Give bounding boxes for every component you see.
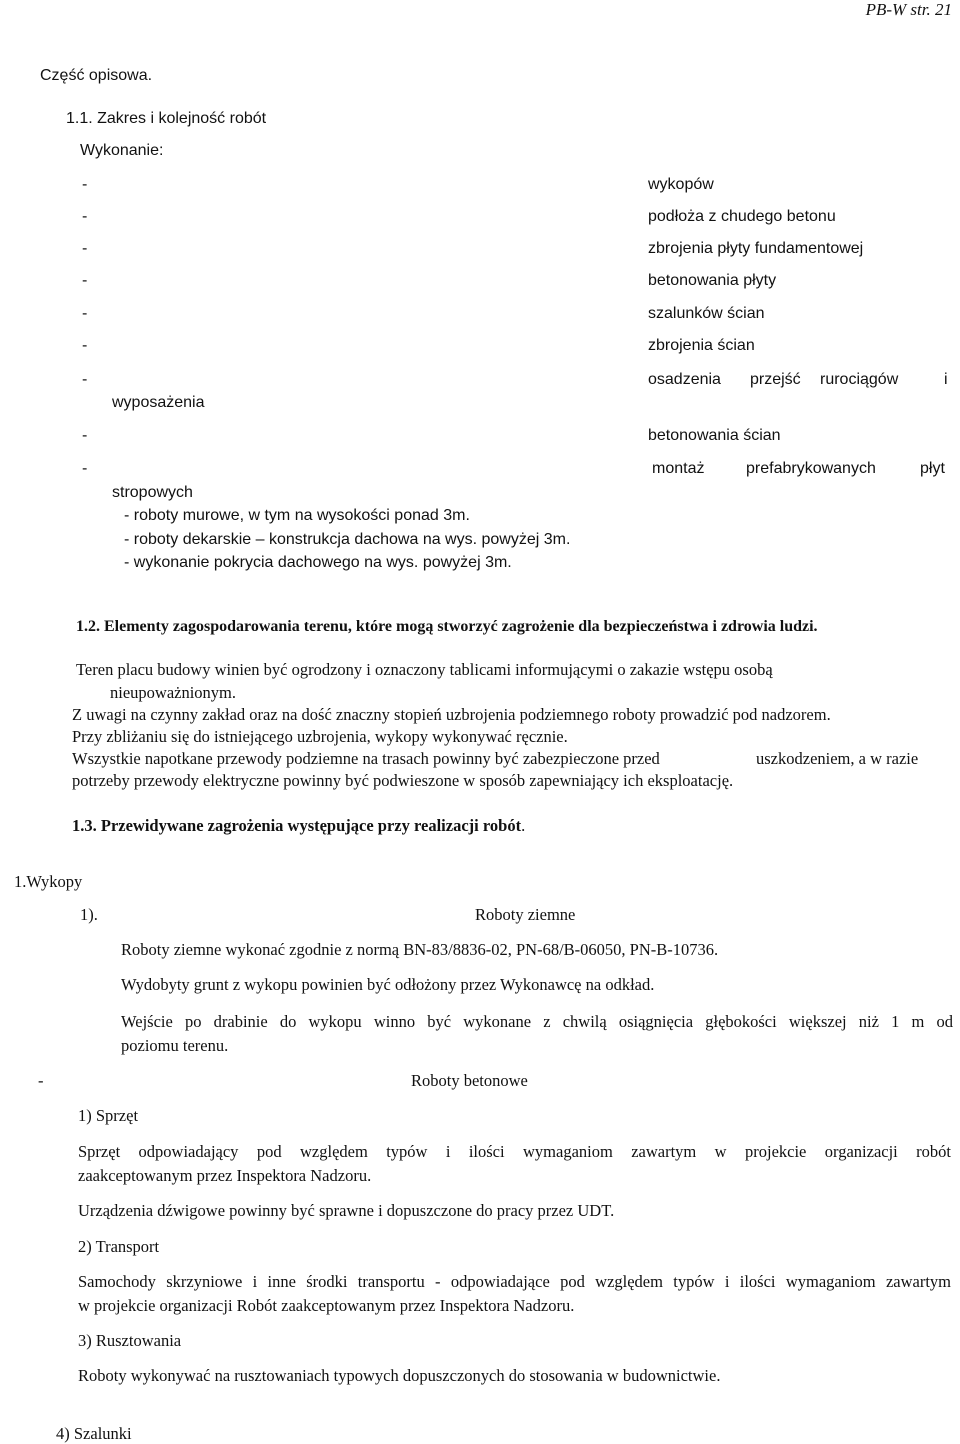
paragraph-continuation: w projekcie organizacji Robót zaakceptowanym przez Inspektora Nadzoru.: [78, 1296, 575, 1315]
paragraph: Teren placu budowy winien być ogrodzony i oznaczony tablicami informującymi o zakazie wstępu osobą: [76, 660, 773, 679]
subheading: 2) Transport: [78, 1237, 160, 1256]
list-item-word: i: [944, 371, 948, 388]
list-item-extra: - roboty murowe, w tym na wysokości ponad 3m.: [124, 507, 470, 524]
paragraph-fragment: uszkodzeniem, a w razie: [756, 749, 919, 768]
paragraph-continuation: nieupoważnionym.: [110, 683, 237, 702]
part-title: Część opisowa.: [40, 67, 153, 84]
list-dash: -: [82, 176, 88, 193]
list-item: zbrojenia ścian: [648, 337, 755, 354]
section-1-2-title: 1.2. Elementy zagospodarowania terenu, które mogą stworzyć zagrożenie dla bezpieczeństwa i zdrowia ludzi.: [76, 618, 818, 635]
list-item-continuation: wyposażenia: [112, 394, 205, 411]
list-item: podłoża z chudego betonu: [648, 208, 836, 225]
list-item-word: osadzenia: [648, 371, 721, 388]
paragraph: Roboty wykonywać na rusztowaniach typowych dopuszczonych do stosowania w budownictwie.: [78, 1366, 721, 1385]
list-item-word: rurociągów: [820, 371, 899, 388]
list-dash: -: [82, 460, 88, 477]
paragraph: Urządzenia dźwigowe powinny być sprawne i dopuszczone do pracy przez UDT.: [78, 1201, 615, 1220]
wykopy-heading: 1.Wykopy: [14, 872, 83, 891]
paragraph-continuation: zaakceptowanym przez Inspektora Nadzoru.: [78, 1166, 372, 1185]
paragraph: potrzeby przewody elektryczne powinny być podwieszone w sposób zapewniający ich eksploatację.: [72, 771, 734, 790]
list-item: zbrojenia płyty fundamentowej: [648, 240, 864, 257]
list-item-extra: - roboty dekarskie – konstrukcja dachowa na wys. powyżej 3m.: [124, 531, 571, 548]
list-item-continuation: stropowych: [112, 484, 193, 501]
paragraph: Roboty ziemne wykonać zgodnie z normą BN-83/8836-02, PN-68/B-06050, PN-B-10736.: [121, 940, 719, 959]
list-dash: -: [82, 208, 88, 225]
wykopy-number: 1).: [80, 905, 98, 924]
paragraph: Wydobyty grunt z wykopu powinien być odłożony przez Wykonawcę na odkład.: [121, 975, 655, 994]
list-dash: -: [38, 1071, 44, 1090]
list-item-word: prefabrykowanych: [746, 460, 876, 477]
paragraph: Z uwagi na czynny zakład oraz na dość znaczny stopień uzbrojenia podziemnego roboty prowadzić pod nadzorem.: [72, 705, 831, 724]
list-dash: -: [82, 272, 88, 289]
list-item: betonowania płyty: [648, 272, 777, 289]
paragraph-continuation: poziomu terenu.: [121, 1036, 229, 1055]
section-1-1-intro: Wykonanie:: [80, 142, 164, 159]
section-1-3-title-tail: .: [521, 816, 526, 835]
wykopy-subtitle: Roboty ziemne: [475, 905, 576, 924]
list-item: betonowania ścian: [648, 427, 781, 444]
list-item: szalunków ścian: [648, 305, 765, 322]
list-item-extra: - wykonanie pokrycia dachowego na wys. powyżej 3m.: [124, 554, 512, 571]
list-dash: -: [82, 337, 88, 354]
paragraph: Samochody skrzyniowe i inne środki transportu - odpowiadające pod względem typów i ilości wymaganiom zawartym: [78, 1272, 951, 1291]
list-item-word: płyt: [920, 460, 945, 477]
paragraph: Wejście po drabinie do wykopu winno być wykonane z chwilą osiągnięcia głębokości większej niż 1 m od: [121, 1012, 953, 1031]
list-dash: -: [82, 240, 88, 257]
page-header: PB-W str. 21: [865, 0, 952, 19]
list-item: wykopów: [648, 176, 714, 193]
section-1-1-title: 1.1. Zakres i kolejność robót: [66, 110, 267, 127]
betonowe-title: Roboty betonowe: [411, 1071, 528, 1090]
list-dash: -: [82, 305, 88, 322]
paragraph: Sprzęt odpowiadający pod względem typów i ilości wymaganiom zawartym w projekcie organizacji robót: [78, 1142, 951, 1161]
section-1-3-heading: [72, 816, 525, 836]
subheading: 3) Rusztowania: [78, 1331, 182, 1350]
paragraph: Wszystkie napotkane przewody podziemne na trasach powinny być zabezpieczone przed: [72, 749, 660, 768]
section-1-3-title: 1.3. Przewidywane zagrożenia występujące przy realizacji robót: [72, 816, 522, 835]
subheading: 4) Szalunki: [56, 1424, 132, 1443]
list-dash: -: [82, 427, 88, 444]
paragraph: Przy zbliżaniu się do istniejącego uzbrojenia, wykopy wykonywać ręcznie.: [72, 727, 568, 746]
list-item-word: montaż: [652, 460, 705, 477]
subheading: 1) Sprzęt: [78, 1106, 139, 1125]
list-dash: -: [82, 371, 88, 388]
list-item-word: przejść: [750, 371, 801, 388]
